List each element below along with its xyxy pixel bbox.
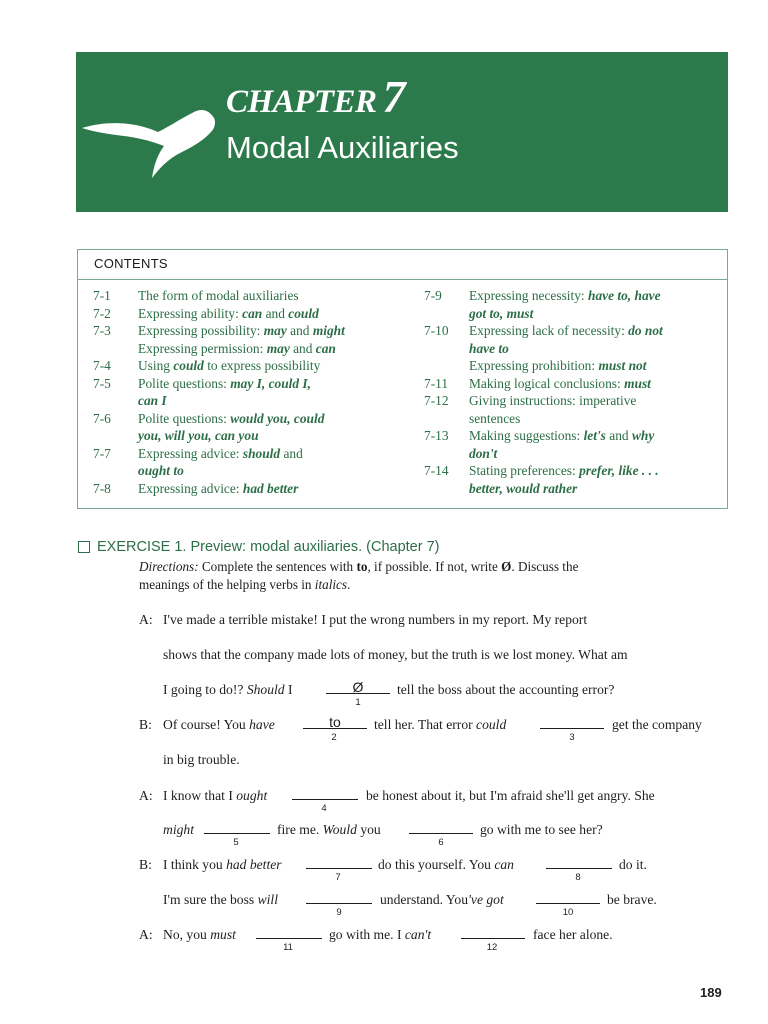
dialogue-segment: do it. [619, 857, 647, 872]
contents-item-line: Expressing ability: can and could [138, 305, 319, 321]
contents-heading: CONTENTS [78, 250, 727, 280]
exercise-heading [78, 539, 440, 555]
answer-blank-3[interactable] [540, 717, 604, 729]
exercise-title: EXERCISE 1. Preview: modal auxiliaries. (Chapter 7) [97, 539, 440, 555]
contents-item[interactable] [424, 462, 724, 497]
contents-item-title [138, 445, 303, 480]
page-number: 189 [700, 985, 722, 1000]
exercise-checkbox-icon[interactable] [78, 541, 90, 553]
dialogue-segment: I know that I ought [163, 788, 268, 803]
answer-blank-2[interactable]: to [303, 717, 367, 729]
blank-number: 10 [562, 907, 574, 918]
dialogue-line: I've made a terrible mistake! I put the wrong numbers in my report. My report [163, 612, 588, 627]
blank-number: 11 [283, 942, 293, 953]
contents-item-number: 7-6 [93, 410, 111, 426]
contents-item[interactable] [424, 427, 724, 462]
contents-item-title [469, 375, 651, 393]
contents-item-line: Expressing advice: had better [138, 480, 299, 496]
contents-item-title [469, 392, 636, 427]
dialogue-segment: I going to do!? Should I [163, 682, 293, 697]
contents-item-title [138, 322, 345, 357]
dialogue-segment: I think you had better [163, 857, 282, 872]
contents-item[interactable] [424, 375, 724, 393]
contents-item[interactable] [93, 410, 413, 445]
contents-item-number: 7-9 [424, 288, 442, 303]
contents-item-line: Making suggestions: let's and why [469, 428, 655, 443]
contents-item-line: Expressing necessity: have to, have [469, 288, 661, 303]
contents-item[interactable] [93, 357, 413, 375]
blank-number: 7 [335, 872, 341, 883]
speaker-label: B: [139, 857, 152, 872]
chapter-label: CHAPTER 7 [226, 71, 406, 122]
contents-item[interactable] [93, 322, 413, 357]
contents-item[interactable] [93, 287, 413, 305]
dialogue-line: shows that the company made lots of money, but the truth is we lost money. What am [163, 647, 628, 662]
contents-item-line: Expressing permission: may and can [138, 340, 336, 356]
dialogue-line: in big trouble. [163, 752, 240, 767]
dialogue-segment: fire me. Would you [277, 822, 381, 837]
speaker-label: B: [139, 717, 152, 732]
dialogue-segment: do this yourself. You can [378, 857, 514, 872]
contents-item-line: Expressing possibility: may and might [138, 323, 345, 338]
contents-item-line: better, would rather [469, 480, 578, 496]
directions-line: meanings of the helping verbs in italics. [139, 576, 351, 592]
dialogue-segment: be honest about it, but I'm afraid she'll get angry. She [366, 788, 655, 803]
dialogue-segment: get the company [612, 717, 702, 732]
contents-item-line: sentences [469, 410, 521, 426]
contents-item-number: 7-14 [424, 463, 449, 478]
dialogue-segment: be brave. [607, 892, 657, 907]
contents-item-number: 7-8 [93, 480, 111, 496]
contents-right-column [424, 287, 724, 497]
answer-blank-4[interactable] [292, 788, 358, 800]
contents-item-line: Polite questions: would you, could [138, 410, 325, 426]
contents-item[interactable] [424, 392, 724, 427]
speaker-label: A: [139, 612, 153, 627]
contents-item-title [138, 287, 299, 305]
swallow-bird-icon [78, 82, 228, 182]
contents-item-number: 7-3 [93, 323, 111, 338]
contents-item[interactable] [93, 445, 413, 480]
contents-item-line: Using could to express possibility [138, 358, 321, 373]
contents-item-number: 7-2 [93, 305, 111, 321]
dialogue-segment: understand. You've got [380, 892, 504, 907]
blank-number: 5 [233, 837, 239, 848]
contents-item-title [138, 410, 324, 445]
answer-blank-1[interactable]: Ø [326, 682, 390, 694]
dialogue-segment: tell her. That error could [374, 717, 507, 732]
contents-item-line: you, will you, can you [138, 428, 259, 443]
contents-item-line: can I [138, 393, 167, 408]
contents-item-line: Expressing lack of necessity: do not [469, 323, 663, 338]
answer-blank-12[interactable] [461, 927, 525, 939]
dialogue-segment: go with me to see her? [480, 822, 603, 837]
blank-number: 3 [569, 732, 575, 743]
blank-number: 12 [486, 942, 498, 953]
contents-item-title [138, 480, 298, 498]
answer-blank-10[interactable] [536, 892, 600, 904]
contents-item-title [138, 375, 311, 410]
contents-item-number: 7-5 [93, 375, 111, 391]
directions-line: Directions: Complete the sentences with to, if possible. If not, write Ø. Discuss the [139, 559, 579, 574]
contents-item-title [469, 462, 659, 497]
contents-item-number: 7-13 [424, 428, 449, 443]
contents-item-title [469, 427, 654, 462]
dialogue-segment: go with me. I can't [329, 927, 432, 942]
contents-item-line: have to [469, 340, 509, 356]
contents-item-line: Stating preferences: prefer, like . . . [469, 463, 659, 478]
answer-blank-5[interactable] [204, 822, 270, 834]
contents-item[interactable] [424, 287, 724, 322]
contents-item-number: 7-11 [424, 375, 449, 391]
contents-item-line: got to, must [469, 305, 534, 321]
contents-item-title [469, 322, 663, 375]
contents-left-column [93, 287, 413, 497]
contents-item-title [138, 305, 319, 323]
contents-item[interactable] [93, 480, 413, 498]
answer-blank-11[interactable] [256, 927, 322, 939]
contents-item[interactable] [93, 375, 413, 410]
dialogue-segment: Of course! You have [163, 717, 275, 732]
blank-number: 9 [336, 907, 342, 918]
contents-item-line: ought to [138, 463, 184, 478]
contents-item-number: 7-4 [93, 358, 111, 373]
contents-box [77, 249, 728, 509]
contents-item[interactable] [424, 322, 724, 375]
contents-item-title [138, 357, 320, 375]
dialogue-segment: might [163, 822, 194, 837]
answer-blank-8[interactable] [546, 857, 612, 869]
contents-item-line: Giving instructions: imperative [469, 393, 637, 408]
chapter-banner [76, 52, 728, 212]
contents-item-line: Making logical conclusions: must [469, 375, 651, 391]
blank-number: 6 [438, 837, 444, 848]
contents-item-title [469, 287, 661, 322]
contents-item-line: Polite questions: may I, could I, [138, 375, 311, 391]
contents-item-number: 7-12 [424, 393, 449, 408]
contents-item[interactable] [93, 305, 413, 323]
answer-blank-6[interactable] [409, 822, 473, 834]
chapter-title: Modal Auxiliaries [226, 130, 459, 165]
contents-item-number: 7-7 [93, 445, 111, 461]
dialogue-segment: face her alone. [533, 927, 613, 942]
answer-blank-9[interactable] [306, 892, 372, 904]
answer-blank-7[interactable] [306, 857, 372, 869]
exercise-directions [139, 558, 729, 593]
dialogue-segment: No, you must [163, 927, 236, 942]
speaker-label: A: [139, 927, 153, 942]
contents-item-number: 7-10 [424, 323, 449, 338]
contents-item-line: Expressing prohibition: must not [469, 358, 647, 373]
contents-item-line: don't [469, 445, 498, 461]
speaker-label: A: [139, 788, 153, 803]
blank-number: 4 [321, 803, 327, 814]
blank-number: 8 [575, 872, 581, 883]
blank-number: 1 [355, 697, 361, 708]
contents-item-line: Expressing advice: should and [138, 445, 303, 461]
dialogue-segment: tell the boss about the accounting error? [397, 682, 615, 697]
dialogue-segment: I'm sure the boss will [163, 892, 278, 907]
contents-item-number: 7-1 [93, 288, 111, 303]
blank-number: 2 [331, 732, 337, 743]
contents-item-line: The form of modal auxiliaries [138, 288, 299, 303]
